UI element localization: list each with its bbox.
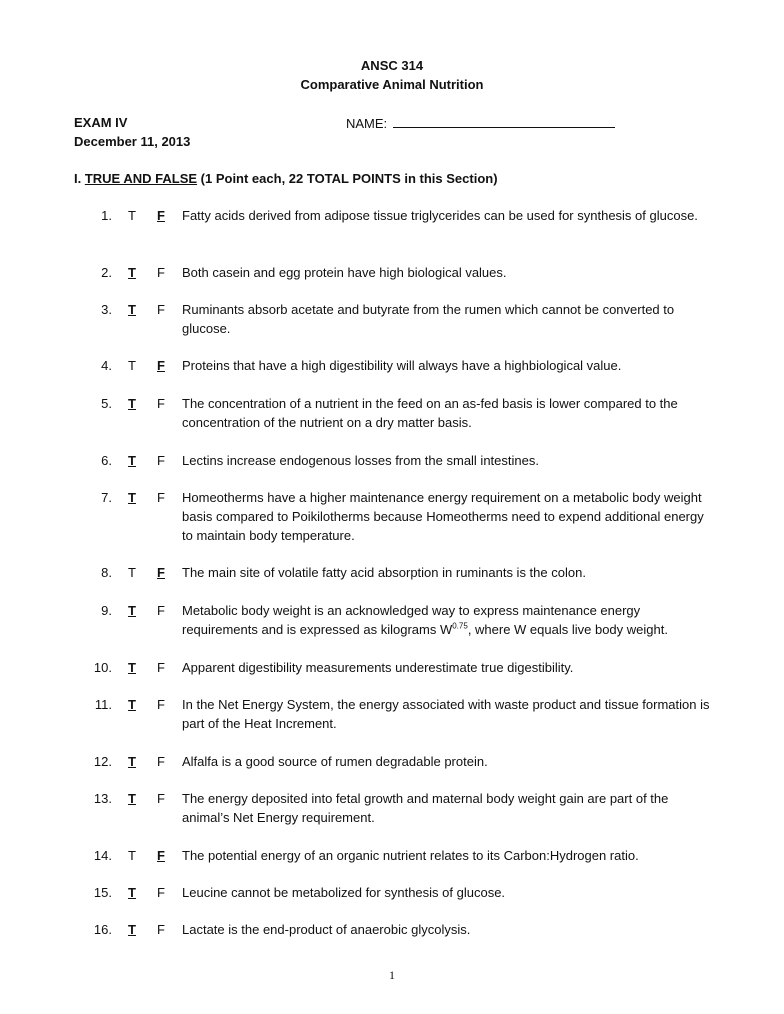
question-text: Lactate is the end-product of anaerobic glycolysis. — [182, 922, 471, 937]
true-option-selected[interactable]: T — [128, 265, 136, 280]
true-option[interactable]: T — [128, 208, 136, 223]
false-option[interactable]: F — [157, 490, 165, 505]
question-number: 7. — [101, 490, 112, 505]
false-option-selected[interactable]: F — [157, 358, 165, 373]
true-option-selected[interactable]: T — [128, 490, 136, 505]
exponent: 0.75 — [452, 621, 468, 631]
question-text: In the Net Energy System, the energy associated with waste product and tissue formation is part of the Heat Increment. — [182, 697, 710, 731]
true-option[interactable]: T — [128, 565, 136, 580]
true-option[interactable]: T — [128, 848, 136, 863]
question-text-part: Metabolic body weight is an acknowledged way to express maintenance energy requirements and is expressed as kilograms W — [182, 603, 641, 637]
question-text: Proteins that have a high digestibility will always have a highbiological value. — [182, 358, 622, 373]
question-number: 3. — [101, 302, 112, 317]
question-number: 10. — [93, 660, 112, 675]
question-text: Lectins increase endogenous losses from the small intestines. — [182, 453, 539, 468]
question-text — [182, 601, 712, 639]
true-option-selected[interactable]: T — [128, 922, 136, 937]
name-blank-line[interactable] — [393, 115, 615, 128]
exam-date: December 11, 2013 — [74, 134, 191, 149]
question-text: The main site of volatile fatty acid absorption in ruminants is the colon. — [182, 565, 586, 580]
question-text-part: , where W equals live body weight. — [467, 622, 668, 637]
true-option-selected[interactable]: T — [128, 396, 136, 411]
question-text: Apparent digestibility measurements underestimate true digestibility. — [182, 660, 574, 675]
false-option-selected[interactable]: F — [157, 565, 165, 580]
false-option[interactable]: F — [157, 922, 165, 937]
question-number: 5. — [101, 396, 112, 411]
question-number: 16. — [93, 922, 112, 937]
exam-label: EXAM IV — [74, 115, 128, 130]
question-number: 15. — [93, 885, 112, 900]
question-number: 13. — [93, 791, 112, 806]
name-label: NAME: — [346, 116, 388, 131]
question-text: The energy deposited into fetal growth and maternal body weight gain are part of the animal’s Net Energy requirement. — [182, 791, 669, 825]
false-option-selected[interactable]: F — [157, 208, 165, 223]
question-number: 4. — [101, 358, 112, 373]
page-number: 1 — [389, 968, 395, 982]
section-title — [74, 171, 498, 186]
true-option-selected[interactable]: T — [128, 885, 136, 900]
course-code: ANSC 314 — [360, 58, 424, 73]
true-option-selected[interactable]: T — [128, 453, 136, 468]
name-field — [346, 115, 615, 131]
question-text: Fatty acids derived from adipose tissue triglycerides can be used for synthesis of glucose. — [182, 208, 698, 223]
question-number: 9. — [101, 603, 112, 618]
question-text: Ruminants absorb acetate and butyrate from the rumen which cannot be converted to glucose. — [182, 302, 675, 336]
question-number: 12. — [93, 754, 112, 769]
true-option-selected[interactable]: T — [128, 660, 136, 675]
question-text: Leucine cannot be metabolized for synthesis of glucose. — [182, 885, 506, 900]
true-option-selected[interactable]: T — [128, 791, 136, 806]
false-option[interactable]: F — [157, 660, 165, 675]
false-option[interactable]: F — [157, 302, 165, 317]
false-option[interactable]: F — [157, 697, 165, 712]
question-number: 14. — [93, 848, 112, 863]
question-text: Both casein and egg protein have high biological values. — [182, 265, 507, 280]
true-option-selected[interactable]: T — [128, 697, 136, 712]
section-title-rest: (1 Point each, 22 TOTAL POINTS in this Section) — [197, 171, 498, 186]
false-option-selected[interactable]: F — [157, 848, 165, 863]
question-text: Alfalfa is a good source of rumen degradable protein. — [182, 754, 488, 769]
false-option[interactable]: F — [157, 603, 165, 618]
false-option[interactable]: F — [157, 754, 165, 769]
question-number: 2. — [101, 265, 112, 280]
question-text: The potential energy of an organic nutrient relates to its Carbon:Hydrogen ratio. — [182, 848, 639, 863]
section-prefix: I. — [74, 171, 85, 186]
question-number: 8. — [101, 565, 112, 580]
section-title-underlined: TRUE AND FALSE — [84, 171, 198, 186]
course-title: Comparative Animal Nutrition — [300, 77, 484, 92]
true-option-selected[interactable]: T — [128, 603, 136, 618]
question-number: 1. — [101, 208, 112, 223]
question-text: The concentration of a nutrient in the feed on an as-fed basis is lower compared to the concentration of the nutrient on a dry matter basis. — [182, 396, 678, 430]
false-option[interactable]: F — [157, 265, 165, 280]
false-option[interactable]: F — [157, 791, 165, 806]
true-option-selected[interactable]: T — [128, 754, 136, 769]
false-option[interactable]: F — [157, 885, 165, 900]
true-option-selected[interactable]: T — [128, 302, 136, 317]
true-option[interactable]: T — [128, 358, 136, 373]
question-number: 6. — [101, 453, 112, 468]
question-number: 11. — [94, 697, 112, 712]
question-text: Homeotherms have a higher maintenance energy requirement on a metabolic body weight basis compared to Poikilotherms because Homeotherms need to expend additional energy to maintain body temperature. — [182, 490, 704, 543]
false-option[interactable]: F — [157, 396, 165, 411]
false-option[interactable]: F — [157, 453, 165, 468]
